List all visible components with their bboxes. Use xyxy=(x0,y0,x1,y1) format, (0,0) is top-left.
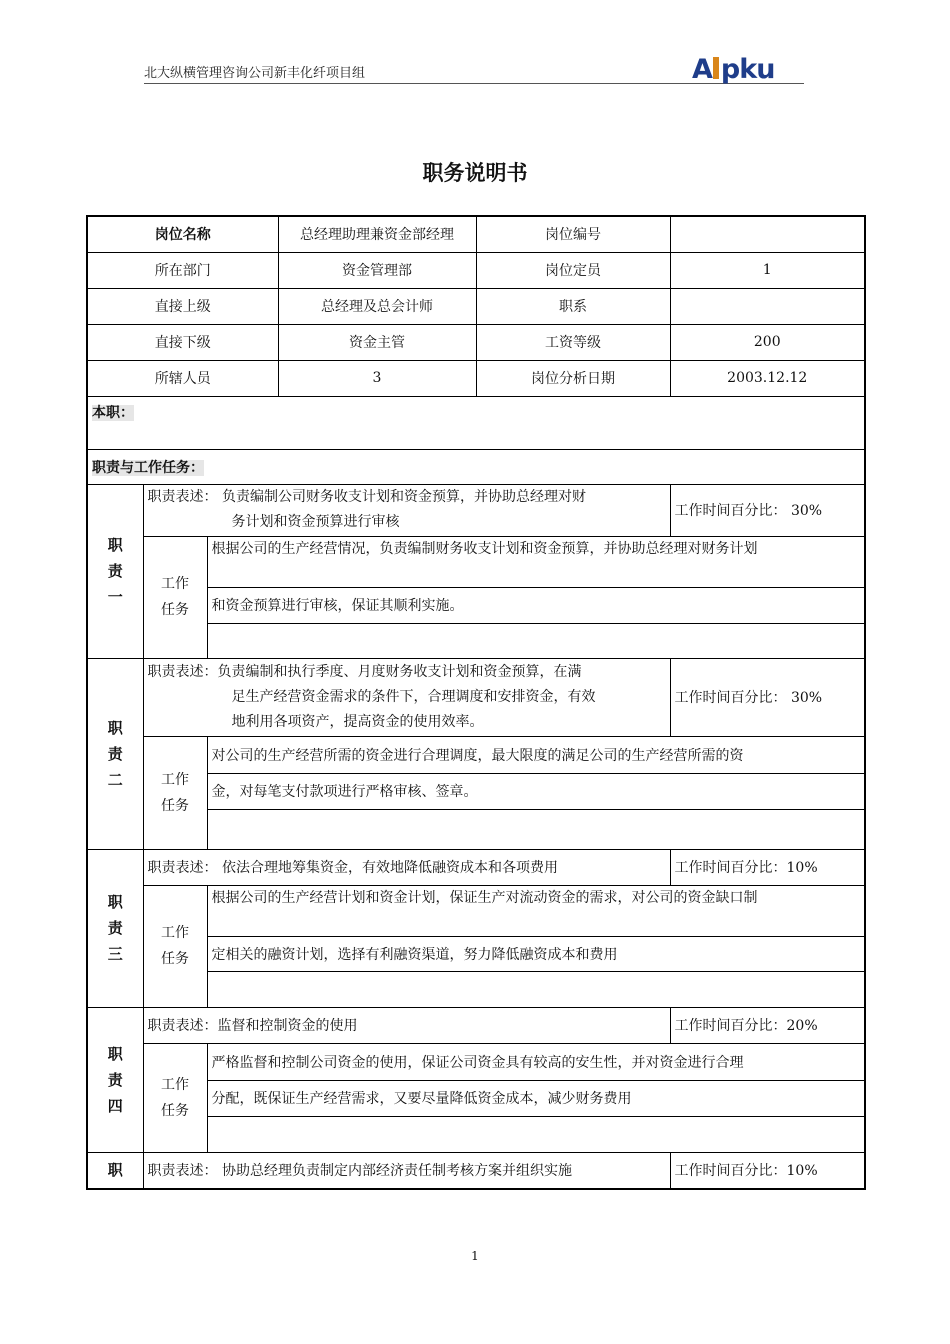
label-headcount: 岗位定员 xyxy=(476,252,670,288)
label-position-name: 岗位名称 xyxy=(87,216,278,252)
duty-2-time-percent: 工作时间百分比： 30% xyxy=(670,658,865,736)
table-row xyxy=(87,216,865,252)
duty-4-task-line-2: 分配，既保证生产经营需求，又要尽量降低资金成本，减少财务费用 xyxy=(207,1080,865,1116)
value-headcount: 1 xyxy=(670,252,865,288)
section-label-core-duty: 本职： xyxy=(92,404,134,421)
duty-2-task-label: 工作 任务 xyxy=(143,736,207,849)
value-position-code xyxy=(670,216,865,252)
duty-1-task-row xyxy=(87,536,865,587)
label-direct-subordinate: 直接下级 xyxy=(87,324,278,360)
duty-4-task-label: 工作 任务 xyxy=(143,1043,207,1152)
duty-3-description: 职责表述： 依法合理地筹集资金，有效地降低融资成本和各项费用 xyxy=(143,849,670,885)
duty-4-task-line-1: 严格监督和控制公司资金的使用，保证公司资金具有较高的安生性，并对资金进行合理 xyxy=(207,1043,865,1080)
duty-1-task-line-2: 和资金预算进行审核，保证其顺利实施。 xyxy=(207,587,865,623)
duty-3-task-line-3 xyxy=(207,971,865,1007)
duty-3-label: 职 责 三 xyxy=(87,849,143,1007)
duty-1-task-label: 工作 任务 xyxy=(143,536,207,658)
document-title: 职务说明书 xyxy=(422,161,528,185)
duty-2-task-line-3 xyxy=(207,809,865,849)
value-analysis-date: 2003.12.12 xyxy=(670,360,865,396)
duty-3-task-line-2: 定相关的融资计划，选择有利融资渠道，努力降低融资成本和费用 xyxy=(207,936,865,971)
table-row xyxy=(87,324,865,360)
duty-3-time-percent: 工作时间百分比：10% xyxy=(670,849,865,885)
table-row xyxy=(87,252,865,288)
label-department: 所在部门 xyxy=(87,252,278,288)
duty-4-time-percent: 工作时间百分比：20% xyxy=(670,1007,865,1043)
label-analysis-date: 岗位分析日期 xyxy=(476,360,670,396)
company-logo: A pku xyxy=(692,54,775,85)
duty-2-task-row xyxy=(87,736,865,773)
duty-4-task-row xyxy=(87,1043,865,1080)
label-position-code: 岗位编号 xyxy=(476,216,670,252)
duty-1-task-line-3 xyxy=(207,623,865,658)
duty-2-task-line-2: 金，对每笔支付款项进行严格审核、签章。 xyxy=(207,773,865,809)
value-staff-managed: 3 xyxy=(278,360,476,396)
duty-5-description-row xyxy=(87,1152,865,1189)
value-salary-grade: 200 xyxy=(670,324,865,360)
duty-4-description-row xyxy=(87,1007,865,1043)
header-organization: 北大纵横管理咨询公司新丰化纤项目组 xyxy=(144,66,366,81)
duty-2-task-line-1: 对公司的生产经营所需的资金进行合理调度，最大限度的满足公司的生产经营所需的资 xyxy=(207,736,865,773)
duty-2-description-row xyxy=(87,658,865,736)
duty-1-label: 职 责 一 xyxy=(87,484,143,658)
value-direct-subordinate: 资金主管 xyxy=(278,324,476,360)
duty-5-description: 职责表述： 协助总经理负责制定内部经济责任制考核方案并组织实施 xyxy=(143,1152,670,1189)
table-row xyxy=(87,288,865,324)
duty-3-task-row xyxy=(87,885,865,936)
duty-4-description: 职责表述：监督和控制资金的使用 xyxy=(143,1007,670,1043)
duty-5-label: 职 xyxy=(87,1152,143,1189)
value-position-name: 总经理助理兼资金部经理 xyxy=(278,216,476,252)
duty-3-task-label: 工作 任务 xyxy=(143,885,207,1007)
value-department: 资金管理部 xyxy=(278,252,476,288)
duty-4-task-line-3 xyxy=(207,1116,865,1152)
table-row xyxy=(87,360,865,396)
label-direct-superior: 直接上级 xyxy=(87,288,278,324)
duty-3-task-line-1: 根据公司的生产经营计划和资金计划，保证生产对流动资金的需求，对公司的资金缺口制 xyxy=(207,885,865,936)
label-staff-managed: 所辖人员 xyxy=(87,360,278,396)
duty-1-task-line-1: 根据公司的生产经营情况，负责编制财务收支计划和资金预算，并协助总经理对财务计划 xyxy=(207,536,865,587)
section-duties-tasks xyxy=(87,449,865,484)
duty-1-description-row xyxy=(87,484,865,536)
label-salary-grade: 工资等级 xyxy=(476,324,670,360)
job-description-table xyxy=(86,215,866,1190)
label-job-family: 职系 xyxy=(476,288,670,324)
duty-1-description: 职责表述： 负责编制公司财务收支计划和资金预算，并协助总经理对财 务计划和资金预算进行审核 xyxy=(143,484,670,536)
value-job-family xyxy=(670,288,865,324)
duty-3-description-row xyxy=(87,849,865,885)
page-number: 1 xyxy=(471,1249,479,1263)
duty-2-label: 职 责 二 xyxy=(87,658,143,849)
duty-4-label: 职 责 四 xyxy=(87,1007,143,1152)
duty-2-description: 职责表述：负责编制和执行季度、月度财务收支计划和资金预算，在满 足生产经营资金需求的条件下，合理调度和安排资金，有效 地利用各项资产，提高资金的使用效率。 xyxy=(143,658,670,736)
section-label-duties-tasks: 职责与工作任务： xyxy=(92,459,204,476)
section-core-duty xyxy=(87,396,865,449)
value-direct-superior: 总经理及总会计师 xyxy=(278,288,476,324)
duty-1-time-percent: 工作时间百分比： 30% xyxy=(670,484,865,536)
duty-5-time-percent: 工作时间百分比：10% xyxy=(670,1152,865,1189)
